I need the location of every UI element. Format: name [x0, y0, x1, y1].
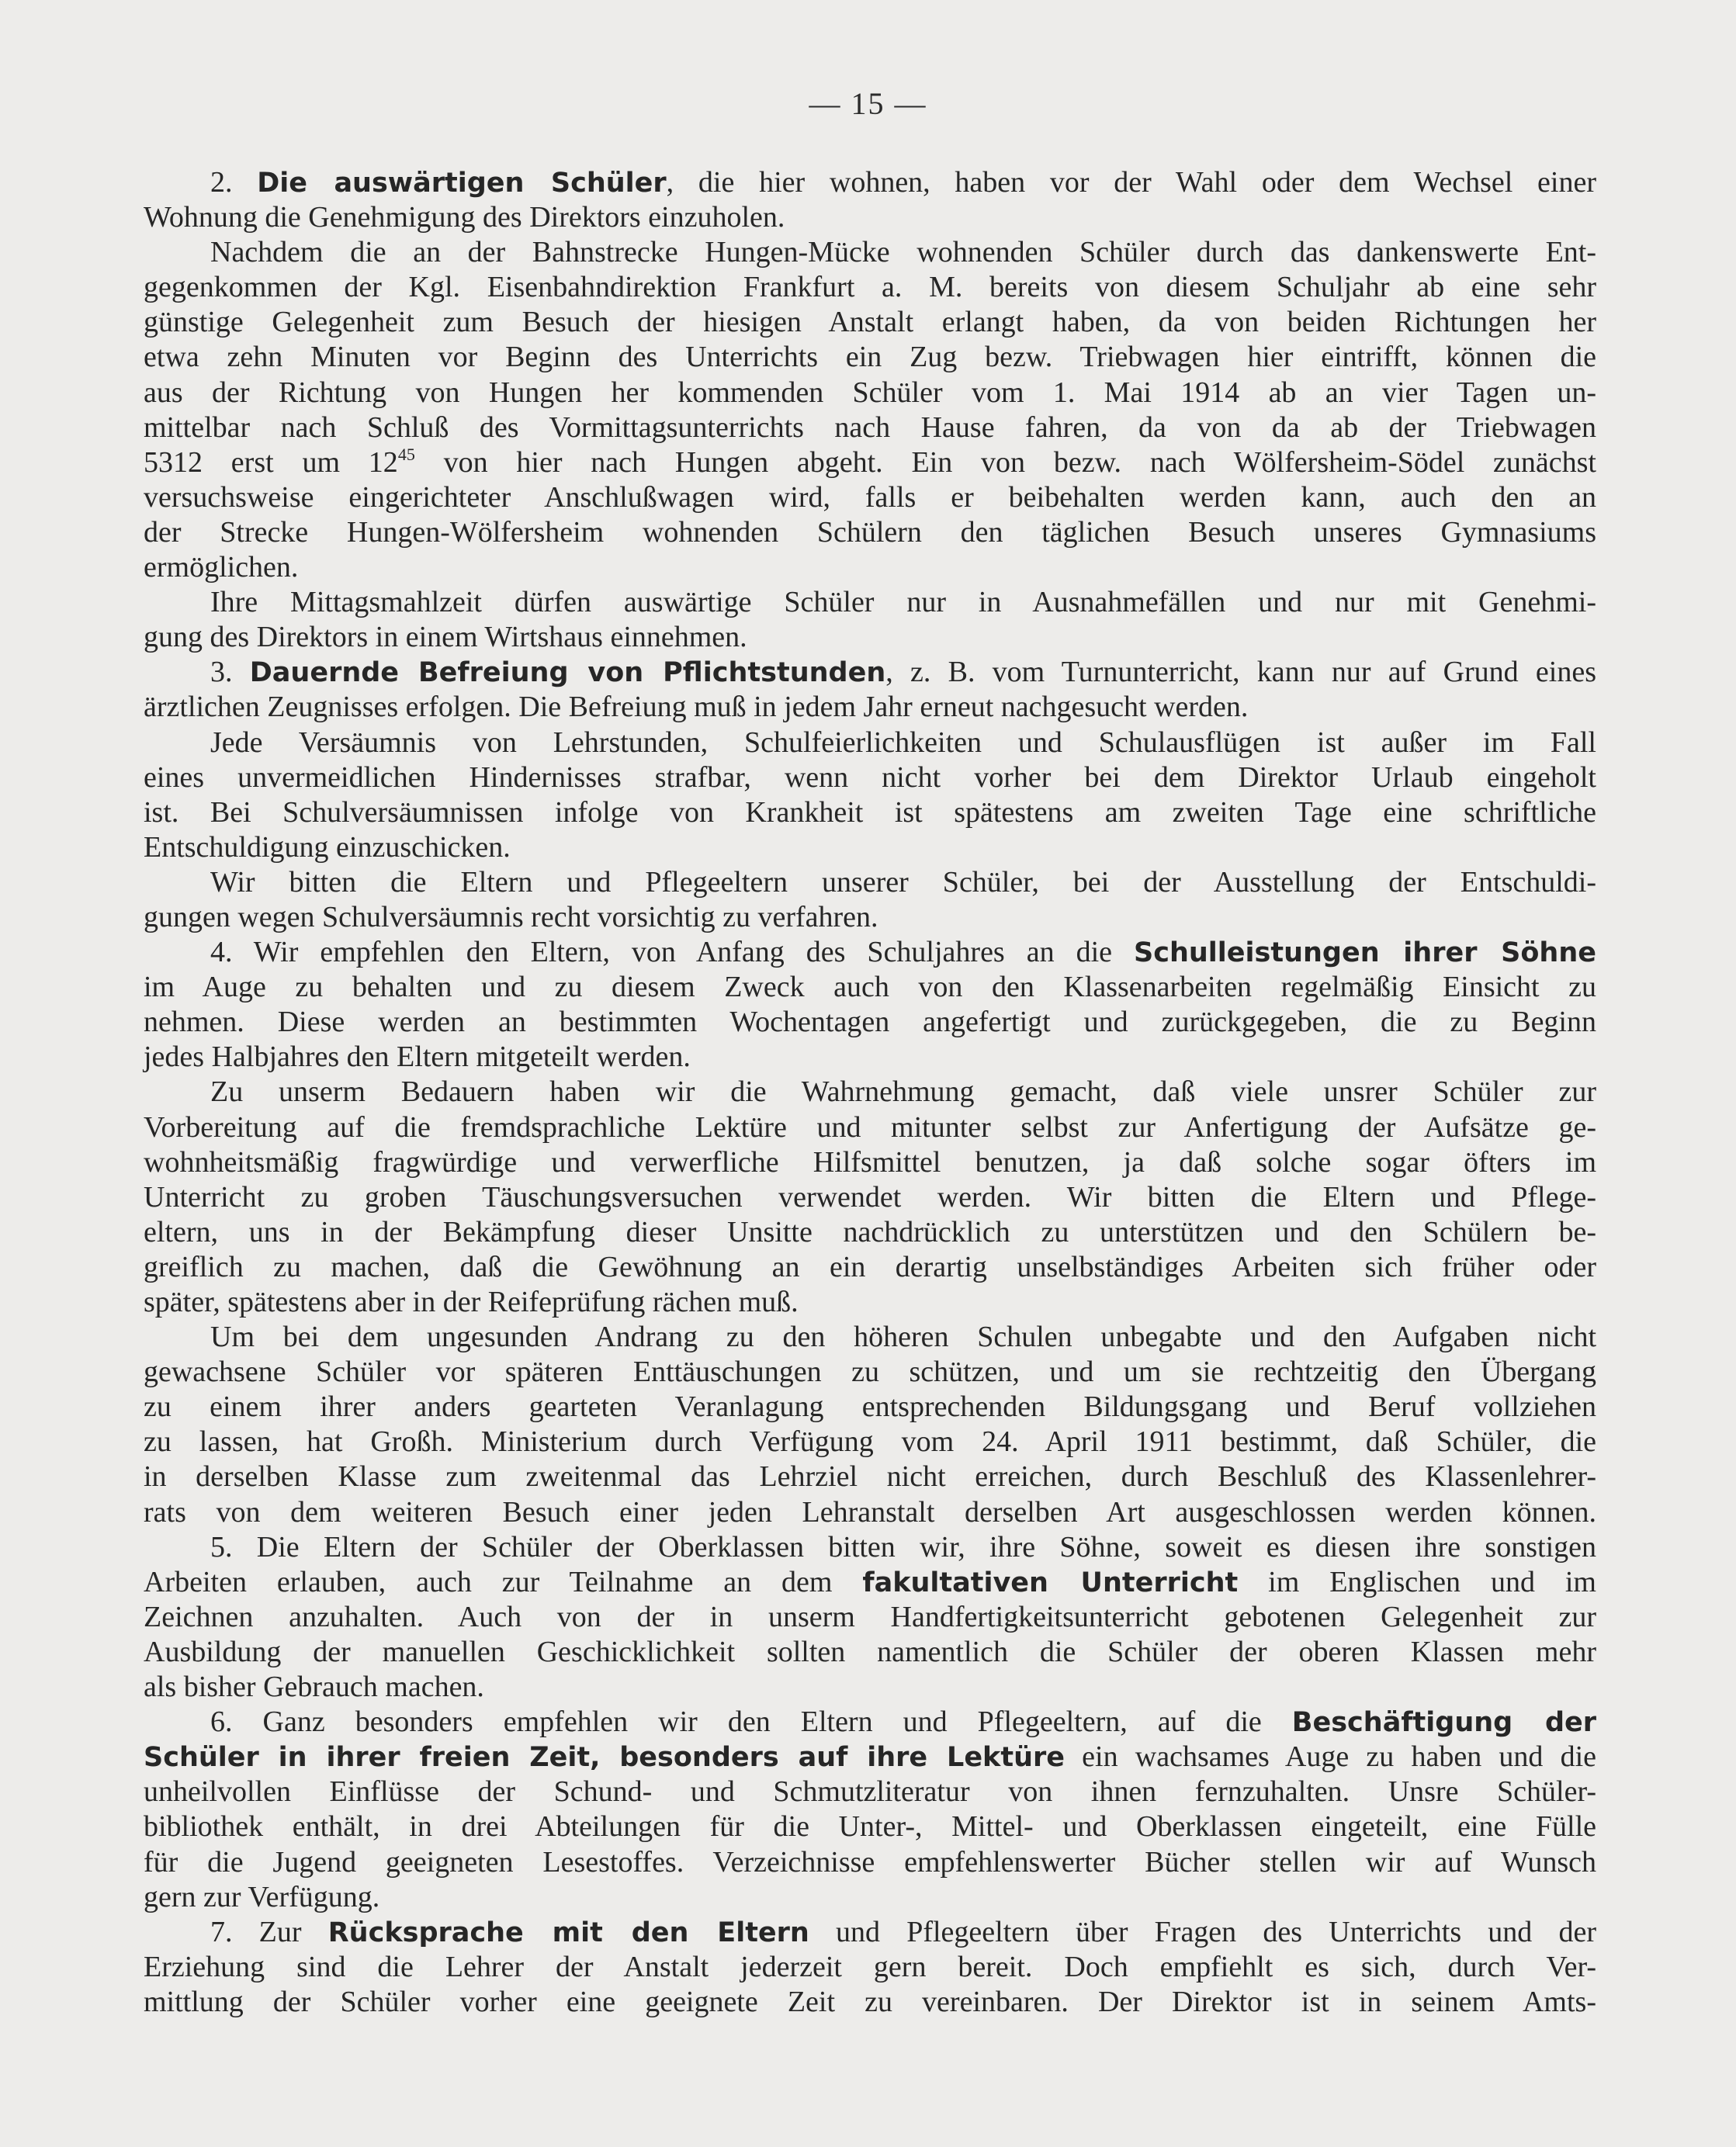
text-line-l43 [144, 1635, 1596, 1670]
text-run: 5312 erst um 12 [144, 445, 398, 479]
text-run: Wir bitten die Eltern und Pflegeeltern unserer Schüler, bei der Ausstellung der Entschuldi- [210, 865, 1596, 899]
text-line-l27 [144, 1075, 1596, 1110]
superscript: 45 [397, 444, 415, 464]
text-line-l4 [144, 270, 1596, 305]
text-line-l45 [144, 1705, 1596, 1740]
text-run: etwa zehn Minuten vor Beginn des Unterrichts ein Zug bezw. Triebwagen hier eintrifft, können die [144, 341, 1596, 374]
text-run: greiflich zu machen, daß die Gewöhnung an ein derartig unselbständiges Arbeiten sich früher oder [144, 1250, 1596, 1283]
text-line-l28 [144, 1110, 1596, 1145]
text-run: für die Jugend geeigneten Lesestoffes. Verzeichnisse empfehlenswerter Bücher stellen wir auf Wunsch [144, 1845, 1596, 1879]
text-line-l41 [144, 1565, 1596, 1600]
text-run: zu lassen, hat Großh. Ministerium durch Verfügung vom 24. April 1911 bestimmt, daß Schüler, die [144, 1425, 1596, 1459]
emphasis-phrase: Schüler in ihrer freien Zeit, besonders auf ihre Lektüre [144, 1742, 1065, 1774]
text-run: gung des Direktors in einem Wirtshaus einnehmen. [144, 621, 747, 654]
text-line-l47 [144, 1775, 1596, 1809]
text-run: mittlung der Schüler vorher eine geeignete Zeit zu vereinbaren. Der Direktor ist in seinem Amts- [144, 1985, 1596, 2018]
text-run: versuchsweise eingerichteter Anschlußwagen wird, falls er beibehalten werden kann, auch den an [144, 480, 1596, 514]
text-run: eines unvermeidlichen Hindernisses strafbar, wenn nicht vorher bei dem Direktor Urlaub eingeholt [144, 760, 1596, 794]
text-line-l26 [144, 1040, 1596, 1075]
text-line-l18 [144, 760, 1596, 795]
text-run: jedes Halbjahres den Eltern mitgeteilt werden. [144, 1041, 691, 1074]
emphasis-phrase: Beschäftigung der [1291, 1707, 1596, 1739]
emphasis-phrase: Die auswärtigen Schüler [257, 168, 667, 199]
text-run: mittelbar nach Schluß des Vormittagsunterrichts nach Hause fahren, da von da ab der Triebwagen [144, 410, 1596, 444]
text-run: gegenkommen der Kgl. Eisenbahndirektion Frankfurt a. M. bereits von diesem Schuljahr ab eine sehr [144, 271, 1596, 304]
text-line-l49 [144, 1845, 1596, 1880]
body-text [144, 165, 1596, 2020]
text-line-l17 [144, 725, 1596, 760]
text-run: Zeichnen anzuhalten. Auch von der in unserm Handfertigkeitsunterricht gebotenen Gelegenheit zur [144, 1600, 1596, 1633]
text-line-l11 [144, 515, 1596, 550]
text-run: ist. Bei Schulversäumnissen infolge von Krankheit ist spätestens am zweiten Tage eine schriftliche [144, 795, 1596, 829]
text-line-l37 [144, 1425, 1596, 1460]
text-run: Jede Versäumnis von Lehrstunden, Schulfeierlichkeiten und Schulausflügen ist außer im Fall [210, 725, 1596, 759]
text-run: aus der Richtung von Hungen her kommenden Schüler vom 1. Mai 1914 ab an vier Tagen un- [144, 376, 1596, 409]
text-line-l35 [144, 1355, 1596, 1390]
text-line-l32 [144, 1250, 1596, 1285]
text-run: Wohnung die Genehmigung des Direktors einzuholen. [144, 201, 785, 234]
text-run: im Englischen und im [1238, 1565, 1596, 1598]
text-line-l15 [144, 655, 1596, 690]
page-number: — 15 — [809, 86, 927, 121]
emphasis-phrase: Rücksprache mit den Eltern [327, 1917, 809, 1948]
text-run: Nachdem die an der Bahnstrecke Hungen-Mücke wohnenden Schüler durch das dankenswerte Ent- [210, 236, 1596, 269]
text-run: , z. B. vom Turnunterricht, kann nur auf Grund eines [885, 656, 1596, 689]
text-run: Ausbildung der manuellen Geschicklichkeit sollten namentlich die Schüler der oberen Klassen mehr [144, 1635, 1596, 1668]
text-line-l14 [144, 620, 1596, 655]
text-line-l48 [144, 1809, 1596, 1844]
text-line-l12 [144, 550, 1596, 585]
text-run: Ihre Mittagsmahlzeit dürfen auswärtige Schüler nur in Ausnahmefällen und nur mit Genehmi- [210, 586, 1596, 619]
text-run: rats von dem weiteren Besuch einer jeden Lehranstalt derselben Art ausgeschlossen werden können. [144, 1495, 1596, 1529]
text-line-l39 [144, 1495, 1596, 1530]
text-line-l38 [144, 1460, 1596, 1494]
text-run: und Pflegeeltern über Fragen des Unterrichts und der [809, 1915, 1596, 1948]
text-run: günstige Gelegenheit zum Besuch der hiesigen Anstalt erlangt haben, da von beiden Richtungen her [144, 306, 1596, 339]
text-run: ermöglichen. [144, 551, 299, 584]
text-run: ein wachsames Auge zu haben und die [1064, 1740, 1596, 1774]
text-line-l33 [144, 1285, 1596, 1320]
text-run: bibliothek enthält, in drei Abteilungen für die Unter-, Mittel- und Oberklassen eingeteilt, eine Fülle [144, 1810, 1596, 1844]
text-line-l7 [144, 376, 1596, 410]
emphasis-phrase: Dauernde Befreiung von Pflichtstunden [249, 657, 886, 689]
text-run: ärztlichen Zeugnisses erfolgen. Die Befreiung muß in jedem Jahr erneut nachgesucht werden. [144, 691, 1249, 724]
text-run: Arbeiten erlauben, auch zur Teilnahme an dem [144, 1565, 863, 1598]
text-run: 3. [210, 656, 250, 689]
text-run: nehmen. Diese werden an bestimmten Wochentagen angefertigt und zurückgegeben, die zu Beginn [144, 1006, 1596, 1039]
text-run: der Strecke Hungen-Wölfersheim wohnenden Schülern den täglichen Besuch unseres Gymnasiums [144, 515, 1596, 549]
text-line-l34 [144, 1320, 1596, 1355]
text-run: wohnheitsmäßig fragwürdige und verwerfliche Hilfsmittel benutzen, ja daß solche sogar öfters im [144, 1145, 1596, 1179]
text-run: Zu unserm Bedauern haben wir die Wahrnehmung gemacht, daß viele unsrer Schüler zur [210, 1075, 1596, 1109]
text-run: gewachsene Schüler vor späteren Enttäuschungen zu schützen, und um sie rechtzeitig den Übergang [144, 1356, 1596, 1389]
text-line-l21 [144, 865, 1596, 900]
text-line-l3 [144, 235, 1596, 270]
text-run: von hier nach Hungen abgeht. Ein von bezw. nach Wölfersheim-Södel zunächst [414, 445, 1596, 479]
text-run: als bisher Gebrauch machen. [144, 1671, 484, 1704]
text-line-l31 [144, 1215, 1596, 1250]
emphasis-phrase: fakultativen Unterricht [862, 1567, 1239, 1598]
text-run: 2. [210, 166, 258, 199]
text-line-l29 [144, 1145, 1596, 1180]
text-run: eltern, uns in der Bekämpfung dieser Unsitte nachdrücklich zu unterstützen und den Schülern be- [144, 1215, 1596, 1248]
text-line-l10 [144, 480, 1596, 515]
text-run: unheilvollen Einflüsse der Schund- und Schmutzliteratur von ihnen fernzuhalten. Unsre Schüler- [144, 1775, 1596, 1809]
text-line-l42 [144, 1600, 1596, 1635]
text-line-l51 [144, 1915, 1596, 1950]
text-run: Entschuldigung einzuschicken. [144, 830, 511, 864]
text-run: gern zur Verfügung. [144, 1880, 380, 1913]
text-run: gungen wegen Schulversäumnis recht vorsichtig zu verfahren. [144, 900, 878, 933]
text-run: Unterricht zu groben Täuschungsversuchen verwendet werden. Wir bitten die Eltern und Pflege- [144, 1180, 1596, 1214]
text-run: 4. Wir empfehlen den Eltern, von Anfang des Schuljahres an die [210, 936, 1134, 969]
text-run: 6. Ganz besonders empfehlen wir den Eltern und Pflegeeltern, auf die [210, 1705, 1292, 1739]
text-line-l46 [144, 1740, 1596, 1775]
text-run: später, spätestens aber in der Reifeprüfung rächen muß. [144, 1286, 799, 1318]
text-line-l50 [144, 1880, 1596, 1915]
text-line-l9 [144, 445, 1596, 480]
text-run: 5. Die Eltern der Schüler der Oberklassen bitten wir, ihre Söhne, soweit es diesen ihre sonstigen [210, 1530, 1596, 1564]
text-run: Vorbereitung auf die fremdsprachliche Lektüre und mitunter selbst zur Anfertigung der Aufsätze ge- [144, 1110, 1596, 1144]
text-line-l20 [144, 830, 1596, 865]
text-line-l52 [144, 1950, 1596, 1985]
text-line-l44 [144, 1670, 1596, 1705]
text-line-l19 [144, 795, 1596, 830]
text-line-l2 [144, 200, 1596, 235]
text-line-l40 [144, 1530, 1596, 1565]
text-run: in derselben Klasse zum zweitenmal das Lehrziel nicht erreichen, durch Beschluß des Klassenlehrer- [144, 1460, 1596, 1494]
text-line-l30 [144, 1180, 1596, 1215]
text-line-l53 [144, 1985, 1596, 2020]
text-run: Um bei dem ungesunden Andrang zu den höheren Schulen unbegabte und den Aufgaben nicht [210, 1321, 1596, 1354]
text-line-l22 [144, 900, 1596, 935]
text-line-l5 [144, 305, 1596, 340]
text-line-l25 [144, 1005, 1596, 1040]
emphasis-phrase: Schulleistungen ihrer Söhne [1134, 937, 1596, 969]
text-line-l36 [144, 1390, 1596, 1425]
text-run: 7. Zur [210, 1915, 328, 1948]
text-run: , die hier wohnen, haben vor der Wahl oder dem Wechsel einer [666, 166, 1596, 199]
text-line-l16 [144, 690, 1596, 725]
text-line-l8 [144, 410, 1596, 445]
text-run: zu einem ihrer anders gearteten Veranlagung entsprechenden Bildungsgang und Beruf vollziehen [144, 1390, 1596, 1424]
text-line-l13 [144, 585, 1596, 620]
text-line-l24 [144, 970, 1596, 1005]
text-line-l1 [144, 165, 1596, 200]
text-run: im Auge zu behalten und zu diesem Zweck auch von den Klassenarbeiten regelmäßig Einsicht zu [144, 971, 1596, 1004]
text-line-l23 [144, 935, 1596, 970]
text-line-l6 [144, 340, 1596, 375]
text-run: Erziehung sind die Lehrer der Anstalt jederzeit gern bereit. Doch empfiehlt es sich, durch Ver- [144, 1950, 1596, 1983]
